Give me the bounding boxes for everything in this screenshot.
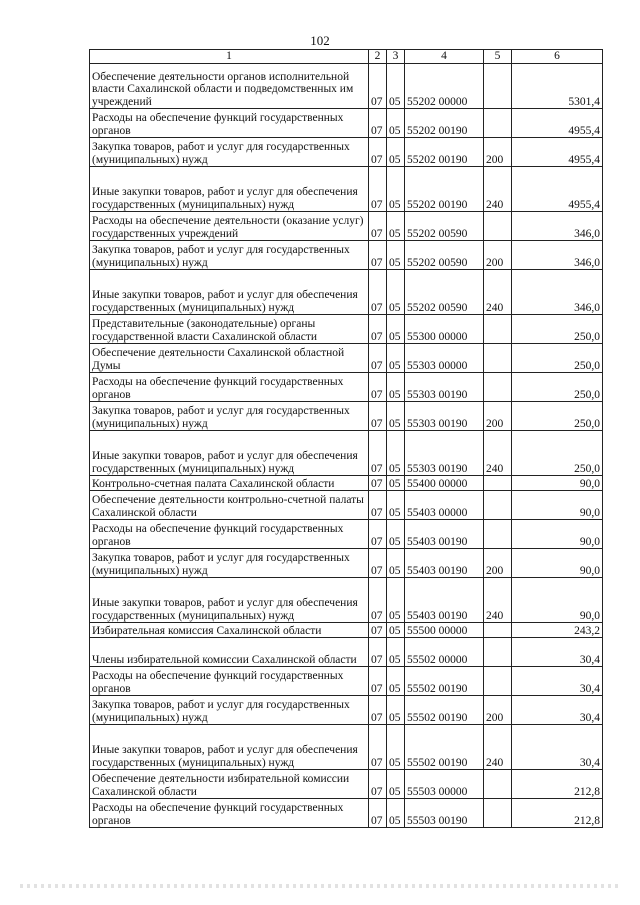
row-description: Представительные (законодательные) органы государственной власти Сахалинской области (90, 315, 369, 344)
expense-type-code: 240 (484, 725, 512, 770)
table-row (90, 138, 603, 167)
expense-type-code (484, 109, 512, 138)
table-row (90, 270, 603, 315)
target-article-code: 55403 00190 (405, 549, 484, 578)
subsection-code: 05 (387, 241, 405, 270)
amount: 5301,4 (512, 64, 603, 109)
table-row (90, 725, 603, 770)
target-article-code: 55202 00190 (405, 138, 484, 167)
expense-type-code (484, 212, 512, 241)
column-header: 1 (90, 50, 369, 64)
section-code: 07 (369, 241, 387, 270)
amount: 90,0 (512, 491, 603, 520)
target-article-code: 55503 00000 (405, 770, 484, 799)
column-header: 3 (387, 50, 405, 64)
table-row (90, 549, 603, 578)
subsection-code: 05 (387, 799, 405, 828)
row-description: Обеспечение деятельности избирательной комиссии Сахалинской области (90, 770, 369, 799)
expense-type-code: 200 (484, 402, 512, 431)
table-row (90, 109, 603, 138)
expense-type-code (484, 520, 512, 549)
target-article-code: 55202 00000 (405, 64, 484, 109)
expense-type-code: 240 (484, 578, 512, 623)
section-code: 07 (369, 64, 387, 109)
row-description: Расходы на обеспечение функций государственных органов (90, 520, 369, 549)
target-article-code: 55202 00590 (405, 212, 484, 241)
page-number: 102 (310, 33, 330, 48)
row-description: Расходы на обеспечение функций государственных органов (90, 109, 369, 138)
subsection-code: 05 (387, 431, 405, 476)
section-code: 07 (369, 315, 387, 344)
amount: 250,0 (512, 431, 603, 476)
section-code: 07 (369, 212, 387, 241)
expense-type-code (484, 770, 512, 799)
table-row (90, 623, 603, 638)
subsection-code: 05 (387, 167, 405, 212)
target-article-code: 55503 00190 (405, 799, 484, 828)
subsection-code: 05 (387, 623, 405, 638)
section-code: 07 (369, 578, 387, 623)
section-code: 07 (369, 549, 387, 578)
table-row (90, 770, 603, 799)
subsection-code: 05 (387, 725, 405, 770)
section-code: 07 (369, 476, 387, 491)
table-row (90, 799, 603, 828)
row-description: Обеспечение деятельности органов исполнительной власти Сахалинской области и подведомственных им учреждений (90, 64, 369, 109)
target-article-code: 55202 00590 (405, 241, 484, 270)
subsection-code: 05 (387, 138, 405, 167)
amount: 250,0 (512, 373, 603, 402)
table-row (90, 373, 603, 402)
section-code: 07 (369, 667, 387, 696)
row-description: Избирательная комиссия Сахалинской области (90, 623, 369, 638)
target-article-code: 55502 00190 (405, 667, 484, 696)
row-description: Закупка товаров, работ и услуг для государственных (муниципальных) нужд (90, 241, 369, 270)
row-description: Обеспечение деятельности контрольно-счетной палаты Сахалинской области (90, 491, 369, 520)
table-row (90, 167, 603, 212)
subsection-code: 05 (387, 491, 405, 520)
row-description: Иные закупки товаров, работ и услуг для обеспечения государственных (муниципальных) нужд (90, 167, 369, 212)
expense-type-code: 240 (484, 270, 512, 315)
target-article-code: 55303 00190 (405, 402, 484, 431)
expense-type-code (484, 799, 512, 828)
subsection-code: 05 (387, 315, 405, 344)
subsection-code: 05 (387, 212, 405, 241)
section-code: 07 (369, 167, 387, 212)
target-article-code: 55502 00000 (405, 638, 484, 667)
amount: 250,0 (512, 402, 603, 431)
budget-table (89, 49, 603, 828)
expense-type-code: 240 (484, 167, 512, 212)
table-row (90, 344, 603, 373)
expense-type-code (484, 344, 512, 373)
table-row (90, 696, 603, 725)
subsection-code: 05 (387, 770, 405, 799)
row-description: Закупка товаров, работ и услуг для государственных (муниципальных) нужд (90, 402, 369, 431)
target-article-code: 55202 00190 (405, 109, 484, 138)
subsection-code: 05 (387, 373, 405, 402)
section-code: 07 (369, 344, 387, 373)
table-row (90, 64, 603, 109)
amount: 346,0 (512, 241, 603, 270)
target-article-code: 55303 00190 (405, 373, 484, 402)
amount: 250,0 (512, 315, 603, 344)
section-code: 07 (369, 402, 387, 431)
subsection-code: 05 (387, 476, 405, 491)
subsection-code: 05 (387, 696, 405, 725)
row-description: Иные закупки товаров, работ и услуг для обеспечения государственных (муниципальных) нужд (90, 725, 369, 770)
table-row (90, 315, 603, 344)
subsection-code: 05 (387, 549, 405, 578)
row-description: Обеспечение деятельности Сахалинской областной Думы (90, 344, 369, 373)
amount: 4955,4 (512, 138, 603, 167)
amount: 30,4 (512, 696, 603, 725)
amount: 346,0 (512, 270, 603, 315)
amount: 346,0 (512, 212, 603, 241)
target-article-code: 55403 00000 (405, 491, 484, 520)
expense-type-code (484, 476, 512, 491)
amount: 30,4 (512, 725, 603, 770)
table-row (90, 402, 603, 431)
subsection-code: 05 (387, 64, 405, 109)
amount: 90,0 (512, 520, 603, 549)
table-row (90, 431, 603, 476)
section-code: 07 (369, 520, 387, 549)
scan-artifact-line (20, 884, 620, 888)
amount: 4955,4 (512, 109, 603, 138)
row-description: Закупка товаров, работ и услуг для государственных (муниципальных) нужд (90, 696, 369, 725)
subsection-code: 05 (387, 578, 405, 623)
section-code: 07 (369, 109, 387, 138)
row-description: Закупка товаров, работ и услуг для государственных (муниципальных) нужд (90, 549, 369, 578)
amount: 90,0 (512, 578, 603, 623)
amount: 212,8 (512, 799, 603, 828)
section-code: 07 (369, 623, 387, 638)
amount: 4955,4 (512, 167, 603, 212)
expense-type-code: 200 (484, 696, 512, 725)
table-row (90, 241, 603, 270)
column-header: 5 (484, 50, 512, 64)
expense-type-code (484, 491, 512, 520)
column-header: 6 (512, 50, 603, 64)
row-description: Расходы на обеспечение функций государственных органов (90, 373, 369, 402)
row-description: Члены избирательной комиссии Сахалинской области (90, 638, 369, 667)
column-header: 4 (405, 50, 484, 64)
target-article-code: 55502 00190 (405, 725, 484, 770)
table-header-row (90, 50, 603, 64)
section-code: 07 (369, 270, 387, 315)
subsection-code: 05 (387, 520, 405, 549)
subsection-code: 05 (387, 109, 405, 138)
amount: 243,2 (512, 623, 603, 638)
row-description: Закупка товаров, работ и услуг для государственных (муниципальных) нужд (90, 138, 369, 167)
section-code: 07 (369, 638, 387, 667)
amount: 212,8 (512, 770, 603, 799)
row-description: Расходы на обеспечение функций государственных органов (90, 799, 369, 828)
expense-type-code (484, 64, 512, 109)
target-article-code: 55202 00190 (405, 167, 484, 212)
target-article-code: 55303 00000 (405, 344, 484, 373)
section-code: 07 (369, 799, 387, 828)
section-code: 07 (369, 696, 387, 725)
amount: 250,0 (512, 344, 603, 373)
row-description: Контрольно-счетная палата Сахалинской области (90, 476, 369, 491)
expense-type-code: 200 (484, 549, 512, 578)
section-code: 07 (369, 373, 387, 402)
target-article-code: 55403 00190 (405, 578, 484, 623)
subsection-code: 05 (387, 638, 405, 667)
section-code: 07 (369, 725, 387, 770)
subsection-code: 05 (387, 270, 405, 315)
subsection-code: 05 (387, 667, 405, 696)
section-code: 07 (369, 491, 387, 520)
row-description: Иные закупки товаров, работ и услуг для обеспечения государственных (муниципальных) нужд (90, 578, 369, 623)
table-row (90, 578, 603, 623)
amount: 90,0 (512, 549, 603, 578)
table-row (90, 638, 603, 667)
table-row (90, 212, 603, 241)
target-article-code: 55202 00590 (405, 270, 484, 315)
expense-type-code (484, 373, 512, 402)
target-article-code: 55502 00190 (405, 696, 484, 725)
target-article-code: 55300 00000 (405, 315, 484, 344)
target-article-code: 55303 00190 (405, 431, 484, 476)
section-code: 07 (369, 770, 387, 799)
section-code: 07 (369, 431, 387, 476)
row-description: Расходы на обеспечение функций государственных органов (90, 667, 369, 696)
target-article-code: 55400 00000 (405, 476, 484, 491)
target-article-code: 55403 00190 (405, 520, 484, 549)
expense-type-code (484, 315, 512, 344)
expense-type-code: 200 (484, 241, 512, 270)
expense-type-code: 200 (484, 138, 512, 167)
expense-type-code: 240 (484, 431, 512, 476)
amount: 90,0 (512, 476, 603, 491)
expense-type-code (484, 638, 512, 667)
row-description: Расходы на обеспечение деятельности (оказание услуг) государственных учреждений (90, 212, 369, 241)
expense-type-code (484, 667, 512, 696)
table-row (90, 667, 603, 696)
amount: 30,4 (512, 638, 603, 667)
subsection-code: 05 (387, 344, 405, 373)
section-code: 07 (369, 138, 387, 167)
table-row (90, 476, 603, 491)
row-description: Иные закупки товаров, работ и услуг для обеспечения государственных (муниципальных) нужд (90, 270, 369, 315)
table-row (90, 491, 603, 520)
expense-type-code (484, 623, 512, 638)
row-description: Иные закупки товаров, работ и услуг для обеспечения государственных (муниципальных) нужд (90, 431, 369, 476)
amount: 30,4 (512, 667, 603, 696)
subsection-code: 05 (387, 402, 405, 431)
column-header: 2 (369, 50, 387, 64)
table-row (90, 520, 603, 549)
target-article-code: 55500 00000 (405, 623, 484, 638)
